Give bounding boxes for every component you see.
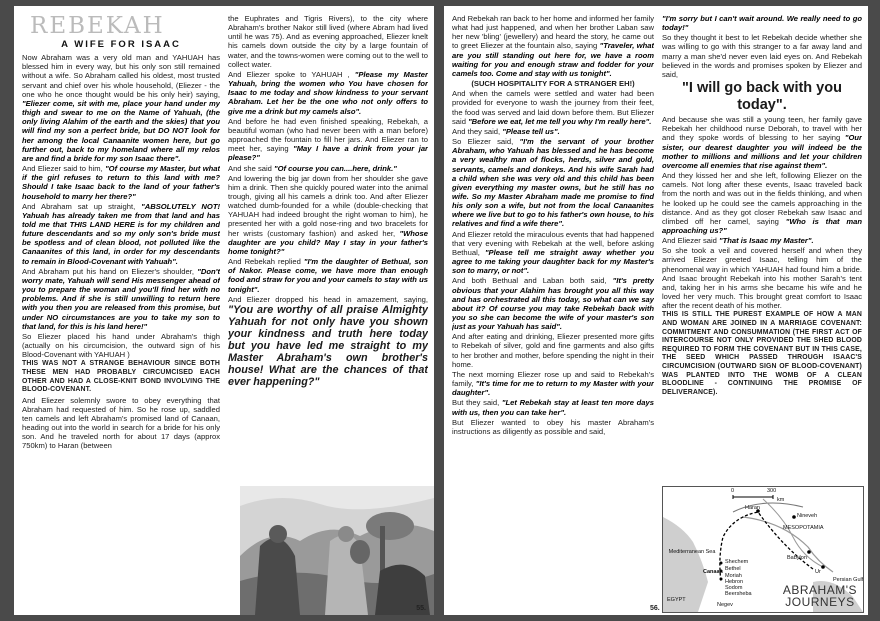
map-label: Shechem	[725, 559, 749, 565]
paragraph: And when the camels were settled and water had been provided for everyone to wash the journey from their feet, the food was served and laid down before them. But Eliezer said "Before we eat, let me tell you why I'm really here".	[452, 89, 654, 126]
paragraph: And Abraham sat up straight, "ABSOLUTELY NOT! Yahuah has already taken me from that land and has told me that THIS LAND HERE is for my children and future descendants and so my only son's bride must be spotless and of clean blood, not polluted like the Canaanites of this land, in order for my descendants to remain in Blood-Covenant with Yahuah".	[22, 201, 220, 266]
rebekah-well-illustration	[240, 486, 434, 615]
key-quote: "I will go back with you today".	[682, 80, 842, 114]
map-label: Beersheba	[725, 591, 752, 597]
paragraph: And after eating and drinking, Eliezer presented more gifts to Rebekah of silver, gold and fine garments and also gifts to her brother and mother, before spending the night in their home.	[452, 332, 654, 369]
paragraph: Now Abraham was a very old man and YAHUAH has blessed him in every way, but his only son still remained without a wife. So Abraham called his oldest, most trusted servant and chief over his whole household, (Eliezer - the one who he once thought would be his only heir) saying, "Eliezer come, sit with me, place your hand under my thigh and swear to me on the Name of Yahuah, (the only living Alahim of the earth and the skies) that you will find my son a perfect bride, but DO NOT look for her among the local Canaanite women here, but go further out, back to my homeland where all my relos are and find a bride for my son Isaac there".	[22, 53, 220, 163]
map-label: Hebron	[725, 579, 744, 585]
paragraph: But Eliezer wanted to obey his master Abraham's instructions as diligently as possible and said,	[452, 417, 654, 436]
paragraph: the Euphrates and Tigris Rivers), to the city where Abraham's brother Nakor still lived (where Abram had lived until he was 75). And as evening approached, Eliezer knelt his camels down outside the city by a large fountain of water, and the towns-women were coming out to the well to collect water.	[228, 14, 428, 69]
paragraph: And Rebekah replied "I'm the daughter of Bethual, son of Nakor. Please come, we have more than enough food and straw for you and your camels to stay with us tonight".	[228, 257, 428, 294]
abrahams-journeys-map	[662, 486, 864, 613]
map-scale-300: 300	[767, 488, 777, 494]
paragraph: And Eliezer spoke to YAHUAH , "Please my Master Yahuah, bring the women who You have chosen for Isaac to me today and show kindness to your servant Abraham. Let her be the one who not only offers to give me a drink but my camels also".	[228, 69, 428, 116]
map-title-line: ABRAHAM'S	[782, 583, 857, 597]
map-label: Canaan	[703, 569, 723, 575]
map-label: Persian Gulf	[833, 577, 864, 583]
right-column-2	[662, 14, 862, 482]
map-label: Haran	[745, 505, 760, 511]
map-label: Moriah	[725, 573, 742, 579]
map-label: Babylon	[787, 555, 807, 561]
paragraph: And they said, "Please tell us".	[452, 126, 560, 136]
paragraph: And Eliezer said "That is Isaac my Master".	[662, 236, 814, 246]
paragraph: And both Bethual and Laban both said, "It's pretty obvious that your Alahim has brought you all this way and has orchestrated all this today, so what can we say about it? Of course you may take Rebekah back with you so she can become the wife of your master's son just as your Yahuah has said".	[452, 276, 654, 332]
caps-note: THIS IS STILL THE PUREST EXAMPLE OF HOW A MAN AND WOMAN ARE JOINED IN A MARRIAGE COVENANT: COMMITMENT AND CONSUMMATION (THE FIRST ACT OF INTERCOURSE NOT ONLY PROVIDED THE SHED BLOOD REQUIRED TO FORM THE COVENANT BUT IN THIS CASE, THE SEED WHICH PASSED THROUGH ISAAC'S CIRCUMCISION (OUTWARD SIGN OF BLOOD-COVENANT) WAS PLANTED INTO THE WOMB OF A CLEAN BLOODLINE - CONTINUING THE PROMISE OF DELIVERANCE).	[662, 311, 862, 396]
paragraph: "I'm sorry but I can't wait around. We really need to go today!"	[662, 14, 862, 33]
map-label: Ur	[815, 569, 821, 575]
paragraph: The next morning Eliezer rose up and said to Rebekah's family, "It's time for me to return to my Master with your daughter".	[452, 369, 654, 398]
paragraph: So Eliezer said, "I'm the servant of your brother Abraham, who Yahuah has blessed and he has become a very wealthy man of flocks, herds, silver and gold, servants, camels and donkeys. And his wife Sarah had a child when she was very old and this child has been given everything my master owns, but he still has no wife. So my Master Abraham made me promise to find his only son a wife, but not from the local Canaanites where we live but to go to his father's own house, to his relatives and find a wife there".	[452, 137, 654, 229]
paragraph: And Eliezer retold the miraculous events that had happened that very evening with Rebekah at the well, before asking Bethual, "Please tell me straight away whether you agree to me taking your daughter back for my Master's son to marry, or not".	[452, 229, 654, 276]
right-column-1	[452, 14, 654, 610]
map-label: Negev	[717, 602, 733, 608]
map-title-line: JOURNEYS	[785, 595, 855, 609]
page-number: 56.	[650, 605, 660, 612]
map-label: Nineveh	[797, 513, 818, 519]
caps-note: THIS WAS NOT A STRANGE BEHAVIOUR SINCE BOTH THESE MEN HAD PROBABLY CIRCUMCISED EACH OTHER AND HAD A CLOSE-KNIT BOND INVOLVING THE BLOOD-COVENANT.	[22, 360, 220, 394]
page-title: REBEKAH	[30, 14, 165, 39]
centered-note: (SUCH HOSPITALITY FOR A STRANGER EH!)	[471, 79, 635, 89]
right-page	[444, 6, 868, 615]
paragraph: So Eliezer placed his hand under Abraham's thigh (actually on his circumcision, the outward sign of his Blood-Covenant with YAHUAH )	[22, 331, 220, 360]
paragraph: And Eliezer solemnly swore to obey everything that Abraham had requested of him. So he rose up, saddled ten camels and left Abraham's promised land of Canaan, heading out into the world in search for a bride for his only son. And he traveled north for about 17 days (approx 750km) to Haran (between	[22, 395, 220, 451]
paragraph: And Eliezer dropped his head in amazement, saying, "You are worthy of all praise Almighty Yahuah for not only have you shown your kindness and truth here today but you have led me straight to my Master Abraham's own brother's house! What are the chances of that ever happening?"	[228, 294, 428, 388]
map-label: Sodom	[725, 585, 743, 591]
map-title	[783, 584, 857, 608]
map-label: Bethel	[725, 566, 741, 572]
paragraph: But they said, "Let Rebekah stay at least ten more days with us, then you can take her".	[452, 398, 654, 417]
paragraph: And lowering the big jar down from her shoulder she gave him a drink. Then she quickly poured water into the animal trough, giving all his camels a drink too. And after Eliezer watched dumb-founded for a while (double-checking that YAHUAH had indeed brought the right woman to him), he presented her with a gold nose-ring and two bracelets for her wrists (customary fashion) and asked her, "Whose daughter are you child? May I stay in your father's home tonight?"	[228, 173, 428, 256]
paragraph: And she said "Of course you can....here, drink."	[228, 163, 397, 173]
map-label: EGYPT	[667, 597, 686, 603]
left-page	[14, 6, 434, 615]
left-column-1	[22, 14, 220, 452]
left-column-2	[228, 14, 428, 484]
paragraph: So she took a veil and covered herself and when they arrived Eliezer greeted Isaac, telling him of the phenomenal way in which YAHUAH had found him a bride. And Isaac brought Rebekah into his mother Sarah's tent and, taking her in his arms she became his wife and he loved her very much. This brought great comfort to Isaac after the recent death of his mother.	[662, 246, 862, 311]
paragraph: And Abraham put his hand on Eliezer's shoulder, "Don't worry mate, Yahuah will send His messenger ahead of you to prepare the woman and you'll find her with no problems. And if she is still unwilling to return here with you then you are released from this promise, but under NO circumstances are you to take my son to that land, for this is his land here!"	[22, 266, 220, 331]
paragraph: And they kissed her and she left, following Eliezer on the camels. Not long after these events, Isaac traveled back from the north and was out in the fields thinking, and when he looked up he could see the camels approaching in the distance. And as they got closer Rebekah saw Isaac and climbed off her camel, saying "Who is that man approaching us?"	[662, 171, 862, 235]
paragraph: And Eliezer said to him, "Of course my Master, but what if the girl refuses to return to this land with me? Should I take Isaac back to the land of your father's household to marry her there?"	[22, 164, 220, 201]
paragraph: And before he had even finished speaking, Rebekah, a beautiful woman (who had never been with a man before) approached the fountain to fill her jars. And Eliezer ran to meet her, saying "May I have a drink from your jar please?"	[228, 116, 428, 163]
paragraph: So they thought it best to let Rebekah decide whether she was willing to go with this stranger to a far away land and marry a man she'd never even laid eyes on. And Rebekah believed in the words and promises spoken by Eliezer and said,	[662, 33, 862, 79]
map-scale-zero: 0	[731, 488, 735, 494]
map-label: Mediterranean Sea	[668, 549, 716, 555]
page-subtitle: A WIFE FOR ISAAC	[61, 39, 181, 50]
paragraph: And because she was still a young teen, her family gave Rebekah her childhood nurse Deborah, to travel with her and they spoke words of blessing to her saying "Our sister, our dearest daughter you will indeed be the mother to millions and millions and let your children overcome all enemies that rise against them".	[662, 115, 862, 170]
page-number: 55.	[416, 605, 426, 612]
map-label: MESOPOTAMIA	[783, 525, 824, 531]
paragraph: And Rebekah ran back to her home and informed her family what had just happened, and when her brother Laban saw her new 'bling' (jewellery) and heard the story, he came out to greet Eliezer at the fountain also, saying "Traveler, what are you still standing out here for, we have a room waiting for you and enough straw and fodder for your camels too. Come and stay with us tonight".	[452, 14, 654, 78]
map-scale-unit: km	[777, 497, 785, 503]
